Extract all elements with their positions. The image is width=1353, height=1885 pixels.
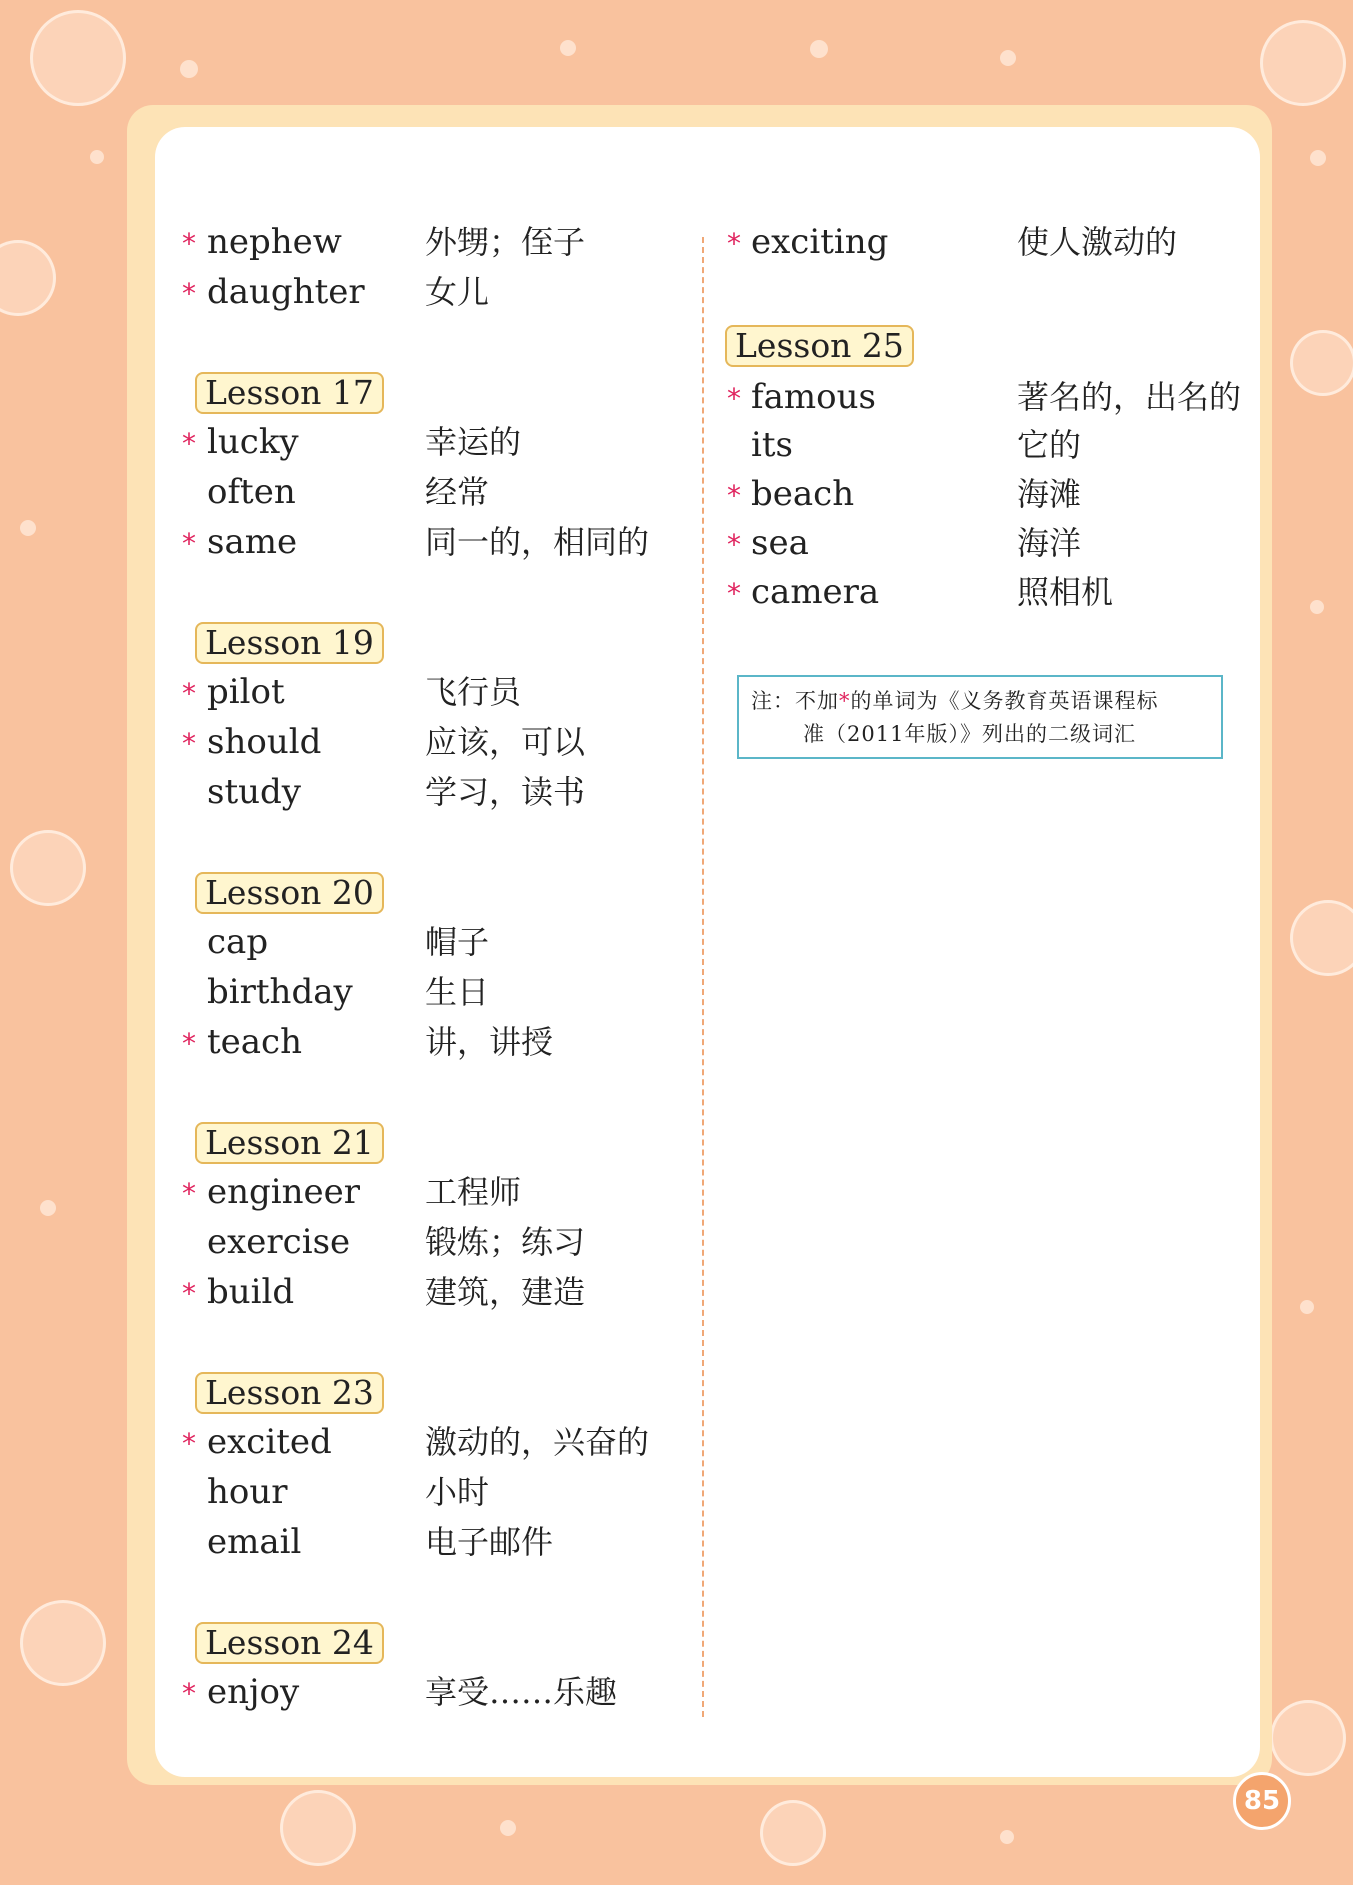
vocab-row <box>725 222 1245 262</box>
vocab-row <box>155 722 695 762</box>
vocab-meaning: 讲，讲授 <box>425 1023 554 1061</box>
vocab-row <box>155 922 695 962</box>
asterisk-icon: * <box>182 1177 196 1210</box>
vocab-word: excited <box>207 1422 332 1462</box>
vocab-meaning: 享受……乐趣 <box>425 1673 618 1711</box>
note-prefix: 注：不加 <box>751 689 839 713</box>
vocab-meaning: 工程师 <box>425 1173 522 1211</box>
asterisk-icon: * <box>182 1277 196 1310</box>
asterisk-icon: * <box>182 527 196 560</box>
vocab-meaning: 建筑，建造 <box>425 1273 586 1311</box>
page-number: 85 <box>1233 1772 1291 1830</box>
lesson-heading: Lesson 20 <box>195 872 384 914</box>
vocabulary-card <box>155 127 1260 1777</box>
vocab-row <box>155 772 695 812</box>
asterisk-icon: * <box>727 227 741 260</box>
lesson-heading: Lesson 17 <box>195 372 384 414</box>
vocab-word: enjoy <box>207 1672 300 1712</box>
vocab-word: teach <box>207 1022 302 1062</box>
vocab-word: often <box>207 472 296 512</box>
asterisk-icon: * <box>182 427 196 460</box>
asterisk-icon: * <box>182 677 196 710</box>
vocab-meaning: 帽子 <box>425 923 490 961</box>
vocab-word: should <box>207 722 322 762</box>
vocab-word: hour <box>207 1472 288 1512</box>
vocab-word: exercise <box>207 1222 351 1262</box>
vocab-row <box>155 1272 695 1312</box>
note-line1: 的单词为《义务教育英语课程标 <box>850 689 1159 713</box>
vocab-meaning: 幸运的 <box>425 423 522 461</box>
vocab-row <box>155 972 695 1012</box>
vocab-row <box>155 1222 695 1262</box>
vocab-row <box>155 1522 695 1562</box>
vocab-word: its <box>751 425 793 465</box>
vocab-meaning: 激动的，兴奋的 <box>425 1423 650 1461</box>
vocab-row <box>155 422 695 462</box>
asterisk-icon: * <box>727 577 741 610</box>
note-box <box>737 675 1223 759</box>
vocab-word: famous <box>751 377 876 417</box>
vocab-meaning: 飞行员 <box>425 673 522 711</box>
vocab-meaning: 经常 <box>425 473 490 511</box>
vocab-meaning: 应该，可以 <box>425 723 586 761</box>
vocab-row <box>725 377 1245 417</box>
vocab-word: pilot <box>207 672 285 712</box>
vocab-row <box>155 1022 695 1062</box>
asterisk-icon: * <box>727 528 741 561</box>
asterisk-icon: * <box>182 277 196 310</box>
vocab-meaning: 照相机 <box>1017 573 1114 611</box>
lesson-heading: Lesson 25 <box>725 325 914 367</box>
vocab-meaning: 同一的，相同的 <box>425 523 650 561</box>
vocab-row <box>155 1472 695 1512</box>
asterisk-icon: * <box>182 227 196 260</box>
vocab-word: nephew <box>207 222 342 262</box>
vocab-row <box>725 523 1245 563</box>
vocab-meaning: 外甥；侄子 <box>425 223 586 261</box>
vocab-row <box>155 472 695 512</box>
vocab-word: beach <box>751 474 855 514</box>
vocab-word: build <box>207 1272 295 1312</box>
vocab-meaning: 生日 <box>425 973 490 1011</box>
column-divider <box>702 237 704 1717</box>
vocab-row <box>725 572 1245 612</box>
vocab-word: daughter <box>207 272 365 312</box>
asterisk-icon: * <box>727 382 741 415</box>
vocab-word: engineer <box>207 1172 361 1212</box>
vocab-meaning: 电子邮件 <box>425 1523 554 1561</box>
note-star: * <box>839 689 851 713</box>
vocab-row <box>155 272 695 312</box>
lesson-heading: Lesson 23 <box>195 1372 384 1414</box>
lesson-heading: Lesson 21 <box>195 1122 384 1164</box>
asterisk-icon: * <box>182 1027 196 1060</box>
vocab-row <box>725 474 1245 514</box>
lesson-heading: Lesson 24 <box>195 1622 384 1664</box>
asterisk-icon: * <box>182 1677 196 1710</box>
vocab-word: email <box>207 1522 302 1562</box>
vocab-meaning: 海滩 <box>1017 475 1082 513</box>
vocab-meaning: 女儿 <box>425 273 490 311</box>
vocab-row <box>155 1172 695 1212</box>
vocab-word: sea <box>751 523 809 563</box>
vocab-word: lucky <box>207 422 299 462</box>
vocab-row <box>155 1422 695 1462</box>
vocab-word: camera <box>751 572 880 612</box>
vocab-word: study <box>207 772 301 812</box>
asterisk-icon: * <box>182 727 196 760</box>
vocab-meaning: 锻炼；练习 <box>425 1223 586 1261</box>
vocab-word: birthday <box>207 972 353 1012</box>
vocab-row <box>155 1672 695 1712</box>
vocab-row <box>155 522 695 562</box>
vocab-meaning: 海洋 <box>1017 524 1082 562</box>
vocab-row <box>155 672 695 712</box>
vocab-meaning: 它的 <box>1017 426 1082 464</box>
vocab-word: same <box>207 522 298 562</box>
vocab-meaning: 小时 <box>425 1473 490 1511</box>
vocab-word: cap <box>207 922 269 962</box>
note-line2: 准（2011年版）》列出的二级词汇 <box>803 722 1136 746</box>
vocab-word: exciting <box>751 222 889 262</box>
vocab-row <box>155 222 695 262</box>
asterisk-icon: * <box>182 1427 196 1460</box>
vocab-meaning: 学习，读书 <box>425 773 586 811</box>
asterisk-icon: * <box>727 479 741 512</box>
vocab-row <box>725 425 1245 465</box>
vocab-meaning: 使人激动的 <box>1017 223 1178 261</box>
vocab-meaning: 著名的，出名的 <box>1017 378 1242 416</box>
lesson-heading: Lesson 19 <box>195 622 384 664</box>
